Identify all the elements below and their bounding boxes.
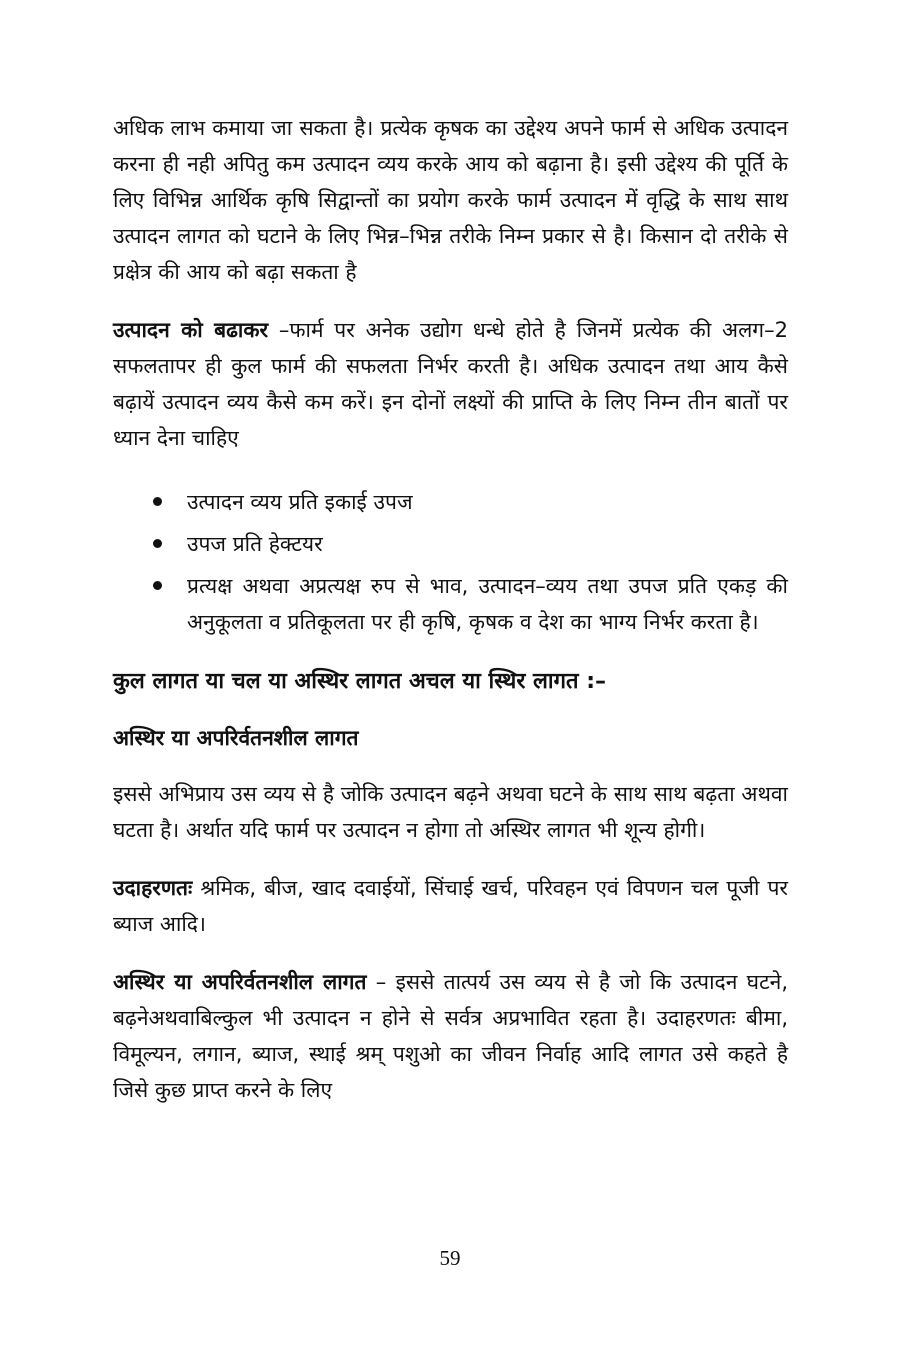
list-item [153, 568, 788, 640]
section-heading-total-cost: कुल लागत या चल या अस्थिर लागत अचल या स्थिर लागत :– [113, 669, 606, 694]
paragraph-text: श्रमिक, बीज, खाद दवाईयों, सिंचाई खर्च, परिवहन एवं विपणन चल पूजी पर ब्याज आदि। [113, 876, 788, 936]
bullet-icon [153, 497, 162, 506]
paragraph-fixed-cost [113, 964, 788, 1108]
bullet-icon [153, 581, 162, 590]
paragraph-examples [113, 870, 788, 942]
paragraph-lead-bold: उत्पादन को बढाकर [113, 318, 269, 342]
page-number: 59 [439, 1246, 461, 1270]
subsection-heading-variable-cost: अस्थिर या अपरिर्वतनशील लागत [113, 726, 359, 750]
list-item [153, 526, 788, 562]
list-item [153, 484, 788, 520]
paragraph-lead-bold: अस्थिर या अपरिर्वतनशील लागत [113, 970, 367, 994]
paragraph-variable-cost-definition: इससे अभिप्राय उस व्यय से है जोकि उत्पादन बढ़ने अथवा घटने के साथ साथ बढ़ता अथवा घटता है। अर्थात यदि फार्म पर उत्पादन न होगा तो अस्थिर लागत भी शून्य होगी। [113, 782, 788, 842]
paragraph-text: – इससे तात्पर्य उस व्यय से है जो कि उत्पादन घटने, बढ़नेअथवाबिल्कुल भी उत्पादन न होने से सर्वत्र अप्रभावित रहता है। उदाहरणतः बीमा, विमूल्यन, लगान, ब्याज, स्थाई श्रम् पशुओ का जीवन निर्वाह आदि लागत उसे कहते है जिसे कुछ प्राप्त करने के लिए [113, 970, 788, 1102]
bullet-list [113, 484, 788, 640]
paragraph-intro: अधिक लाभ कमाया जा सकता है। प्रत्येक कृषक का उद्देश्य अपने फार्म से अधिक उत्पादन करना ही नही अपितु कम उत्पादन व्यय करके आय को बढ़ाना है। इसी उद्देश्य की पूर्ति के लिए विभिन्न आर्थिक कृषि सिद्वान्तों का प्रयोग करके फार्म उत्पादन में वृद्धि के साथ साथ उत्पादन लागत को घटाने के लिए भिन्न–भिन्न तरीके निम्न प्रकार से है। किसान दो तरीके से प्रक्षेत्र की आय को बढ़ा सकता है [113, 116, 788, 284]
list-item-text: उपज प्रति हेक्टयर [187, 532, 323, 556]
paragraph-text: –फार्म पर अनेक उद्योग धन्धे होते है जिनमें प्रत्येक की अलग–2 सफलतापर ही कुल फार्म की सफलता निर्भर करती है। अधिक उत्पादन तथा आय कैसे बढ़ायें उत्पादन व्यय कैसे कम करें। इन दोनों लक्ष्यों की प्राप्ति के लिए निम्न तीन बातों पर ध्यान देना चाहिए [113, 318, 788, 450]
list-item-text: उत्पादन व्यय प्रति इकाई उपज [187, 490, 413, 514]
bullet-icon [153, 539, 162, 548]
paragraph-lead-bold: उदाहरणतः [113, 876, 193, 900]
paragraph-increase-production [113, 312, 788, 456]
page-body [113, 110, 788, 1108]
list-item-text: प्रत्यक्ष अथवा अप्रत्यक्ष रुप से भाव, उत्पादन–व्यय तथा उपज प्रति एकड़ की अनुकूलता व प्रतिकूलता पर ही कृषि, कृषक व देश का भाग्य निर्भर करता है। [187, 574, 788, 634]
